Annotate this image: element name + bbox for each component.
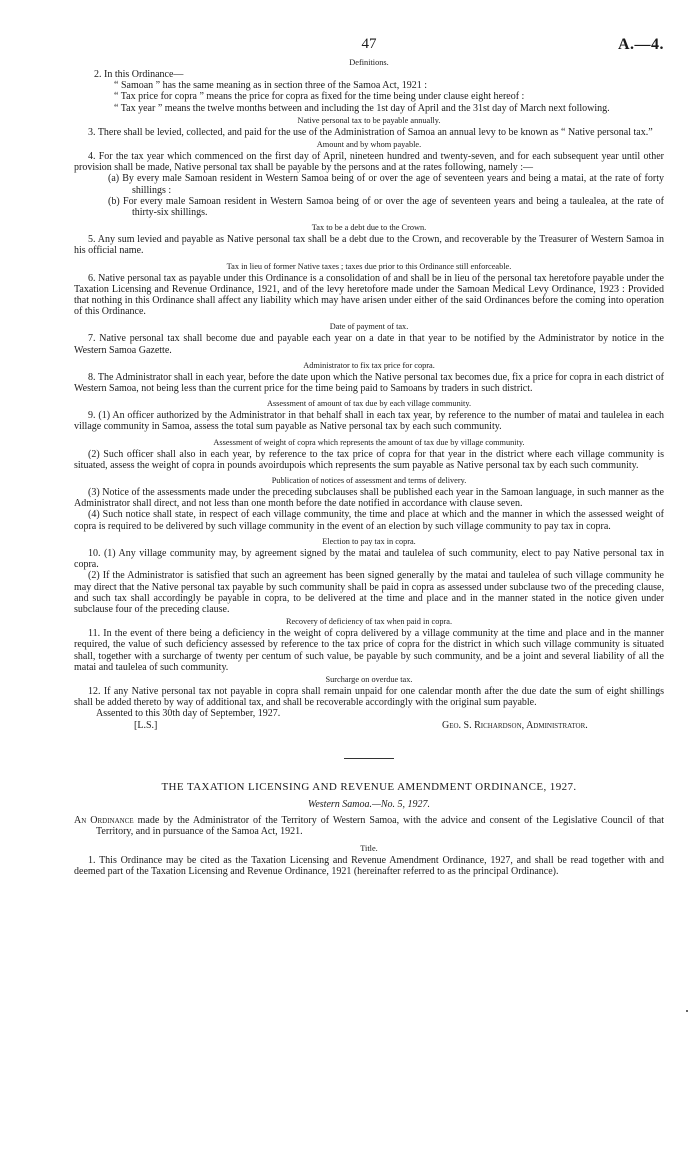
administrator-signature: Geo. S. Richardson, Administrator. <box>442 719 588 731</box>
document-page <box>74 36 664 877</box>
preamble-text: made by the Administrator of the Territory of Western Samoa, with the advice and consent of the Legislative Council of that Territory, and in pursuance of the Samoa Act, 1921. <box>96 814 664 837</box>
page-number: 47 <box>361 36 377 52</box>
clause-4-a: (a) By every male Samoan resident in Western Samoa being of or over the age of seventeen years and being a matai, at the rate of forty shillings : <box>108 173 664 196</box>
section-divider <box>344 758 394 759</box>
sidenote-clause-8: Administrator to fix tax price for copra. <box>303 360 435 370</box>
clause-10-2: (2) If the Administrator is satisfied that such an agreement has been signed generally by the matai and taulelea of such village community he may direct that the Native personal tax payable by such community shall be paid in copra as assessed under subclause two of the preceding clause, and such tax shall accordingly be payable in copra, to be delivered at the time and place and in the manner stated in the notice given under subclause four of the preceding clause. <box>74 570 664 615</box>
ordinance-title: THE TAXATION LICENSING AND REVENUE AMENDMENT ORDINANCE, 1927. <box>161 780 577 793</box>
clause-7: 7. Native personal tax shall become due and payable each year on a date in that year to be notified by the Administrator by notice in the Western Samoa Gazette. <box>74 333 664 356</box>
sidenote-clause-11: Recovery of deficiency of tax when paid in copra. <box>285 617 453 627</box>
assent-line: Assented to this 30th day of September, 1927. <box>96 708 281 720</box>
clause-11: 11. In the event of there being a deficiency in the weight of copra delivered by a village community at the time and place and in the manner required, the value of such deficiency assessed by reference to the tax price of copra for the district in which such village community is situated shall, together with a surcharge of twenty per centum of such value, be payable by such community, and be a joint and several liability of all the matai and taulelea of such community. <box>74 628 664 673</box>
sidenote-definitions: Definitions. <box>349 58 389 67</box>
sidenote-clause-10: Election to pay tax in copra. <box>322 536 416 546</box>
clause-9-2: (2) Such officer shall also in each year, by reference to the tax price of copra for that year in the district where each village community is situated, assess the weight of copra in pounds avoirdupois which represents the sum payable as Native personal tax by each such community. <box>74 448 664 471</box>
seal-mark: [L.S.] <box>134 719 158 731</box>
clause-12: 12. If any Native personal tax not payable in copra shall remain unpaid for one calendar month after the due date the sum of eight shillings shall be added thereto by way of additional tax, and shall be recoverable accordingly with the original sum payable. <box>74 685 664 709</box>
clause-5: 5. Any sum levied and payable as Native personal tax shall be a debt due to the Crown, and recoverable by the Treasurer of Western Samoa in his official name. <box>74 234 664 257</box>
ordinance-preamble <box>74 815 664 837</box>
ordinance-clause-1: 1. This Ordinance may be cited as the Taxation Licensing and Revenue Amendment Ordinance, 1927, and shall be read together with and deemed part of the Taxation Licensing and Revenue Ordinance, 1921 (hereinafter referred to as the principal Ordinance). <box>74 854 664 878</box>
signature-row <box>74 720 664 734</box>
definition-tax-year: “ Tax year ” means the twelve months between and including the 1st day of April and the 31st day of March next following. <box>114 102 610 114</box>
sidenote-clause-7: Date of payment of tax. <box>329 322 409 332</box>
clause-9-4: (4) Such notice shall state, in respect of each village community, the time and place at which and the manner in which the assessed weight of copra is required to be delivered by such village community in the event of an election by such village community to pay tax in copra. <box>74 509 664 532</box>
sidenote-clause-4: Amount and by whom payable. <box>316 140 422 150</box>
sidenote-title: Title. <box>360 843 378 853</box>
sidenote-clause-3: Native personal tax to be payable annually. <box>297 115 441 125</box>
sidenote-clause-5: Tax to be a debt due to the Crown. <box>311 223 427 233</box>
clause-4-b: (b) For every male Samoan resident in Western Samoa being of or over the age of seventeen years and being a taulealea, at the rate of thirty-six shillings. <box>108 195 664 219</box>
ordinance-subtitle: Western Samoa.—No. 5, 1927. <box>307 798 431 810</box>
preamble-lead: An Ordinance <box>74 814 134 826</box>
definition-tax-price: “ Tax price for copra ” means the price for copra as fixed for the time being under clause eight hereof : <box>114 91 525 103</box>
clause-2-intro: 2. In this Ordinance— <box>94 69 184 80</box>
clause-6: 6. Native personal tax as payable under this Ordinance is a consolidation of and shall be in lieu of the personal tax heretofore payable under the Taxation Licensing and Revenue Ordinance, 1921, and of the levy heretofore made under the Samoan Medical Levy Ordinance, 1923 : Provided that nothing in this Ordinance shall affect any liability which may have arisen under either of the said Ordinances before the coming into operation of this Ordinance. <box>74 272 664 318</box>
sidenote-clause-9-2: Assessment of weight of copra which represents the amount of tax due by village community. <box>213 437 525 447</box>
margin-mark <box>686 1010 688 1012</box>
document-reference: A.—4. <box>617 36 664 53</box>
definition-samoan: “ Samoan ” has the same meaning as in section three of the Samoa Act, 1921 : <box>114 80 427 92</box>
sidenote-clause-6: Tax in lieu of former Native taxes ; taxes due prior to this Ordinance still enforceable. <box>226 261 512 271</box>
sidenote-clause-9-1: Assessment of amount of tax due by each village community. <box>266 399 472 409</box>
clause-9-3: (3) Notice of the assessments made under the preceding subclauses shall be published each year in the Samoan language, in such manner as the Administrator shall direct, and not less than one month before the date notified in accordance with clause seven. <box>74 487 664 510</box>
clause-3: 3. There shall be levied, collected, and paid for the use of the Administration of Samoa an annual levy to be known as “ Native personal tax.” <box>88 126 653 138</box>
page-header <box>74 36 664 56</box>
clause-10-1: 10. (1) Any village community may, by agreement signed by the matai and taulelea of such community, elect to pay Native personal tax in copra. <box>74 547 664 571</box>
clause-8: 8. The Administrator shall in each year, before the date upon which the Native personal tax becomes due, fix a price for copra in each district of Western Samoa, not being less than the current price for the time being paid to Samoans by traders in such district. <box>74 371 664 395</box>
sidenote-clause-9-3: Publication of notices of assessment and terms of delivery. <box>271 476 467 486</box>
clause-9-1: 9. (1) An officer authorized by the Administrator in that behalf shall in each tax year, by reference to the number of matai and taulelea in each village community in Samoa, assess the total sum payable as Native personal tax by each such community. <box>74 410 664 433</box>
clause-4: 4. For the tax year which commenced on the first day of April, nineteen hundred and twenty-seven, and for each subsequent year until other provision shall be made, Native personal tax shall be payable by the persons and at the rates following, namely :— <box>74 151 664 174</box>
sidenote-clause-12: Surcharge on overdue tax. <box>325 674 413 684</box>
